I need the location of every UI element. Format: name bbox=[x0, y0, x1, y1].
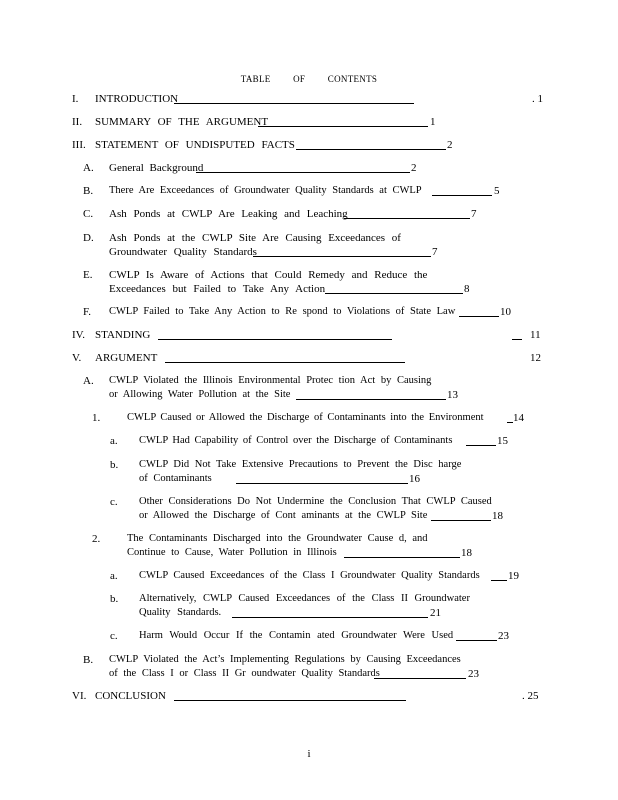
toc-entry-title: Harm Would Occur If the Contamin ated Groundwater Were Used bbox=[139, 630, 454, 641]
toc-entry-title: Ash Ponds at CWLP Are Leaking and Leaching bbox=[109, 208, 348, 220]
toc-entry-title: Alternatively, CWLP Caused Exceedances of the Class II Groundwater Quality Standards. bbox=[139, 593, 470, 618]
toc-page-number: 19 bbox=[508, 570, 519, 582]
toc-entry-title: There Are Exceedances of Groundwater Quality Standards at CWLP bbox=[109, 185, 422, 196]
toc-page-number: 18 bbox=[492, 510, 503, 522]
toc-page-number: 21 bbox=[430, 607, 441, 619]
toc-entry-number: b. bbox=[110, 459, 119, 471]
toc-leader-line bbox=[466, 445, 496, 446]
toc-entry-title: ARGUMENT bbox=[95, 352, 158, 364]
toc-entry-other-considerations bbox=[0, 495, 618, 525]
toc-entry-title: STANDING bbox=[95, 329, 151, 341]
toc-page-number: 18 bbox=[461, 547, 472, 559]
toc-entry-title: CWLP Is Aware of Actions that Could Remedy and Reduce the Exceedances but Failed to Take Any Action bbox=[109, 269, 428, 295]
toc-leader-line bbox=[232, 617, 428, 618]
toc-entry-title: CWLP Failed to Take Any Action to Re spond to Violations of State Law bbox=[109, 306, 456, 317]
toc-entry-title: CWLP Violated the Illinois Environmental Protec tion Act by Causing or Allowing Water Pollution at the Site bbox=[109, 375, 432, 400]
toc-entry-title: Ash Ponds at the CWLP Site Are Causing Exceedances of Groundwater Quality Standards bbox=[109, 232, 401, 258]
toc-leader-line bbox=[165, 362, 405, 363]
toc-page-number: 23 bbox=[468, 668, 479, 680]
toc-page-number: 16 bbox=[409, 473, 420, 485]
toc-entry-number: IV. bbox=[72, 329, 85, 341]
toc-entry-number: B. bbox=[83, 185, 94, 197]
page-footer-number: i bbox=[307, 748, 311, 760]
toc-entry-number: a. bbox=[110, 570, 118, 582]
toc-entry-title: The Contaminants Discharged into the Groundwater Cause d, and Continue to Cause, Water Pollution in Illinois bbox=[127, 533, 428, 558]
toc-leader-line bbox=[158, 339, 392, 340]
toc-leader-line bbox=[253, 256, 431, 257]
toc-page-number: 23 bbox=[498, 630, 509, 642]
toc-entry-title: CONCLUSION bbox=[95, 690, 166, 702]
toc-leader-line bbox=[236, 483, 408, 484]
toc-page-number: 13 bbox=[447, 389, 458, 401]
toc-page-number: 8 bbox=[464, 283, 470, 295]
toc-entry-title: SUMMARY OF THE ARGUMENT bbox=[95, 116, 269, 128]
toc-leader-line bbox=[432, 195, 492, 196]
toc-page-number: 2 bbox=[447, 139, 453, 151]
toc-title-word-2: OF bbox=[293, 74, 306, 84]
toc-entry-number: II. bbox=[72, 116, 83, 128]
toc-entry-ash-ponds-causing bbox=[0, 231, 618, 261]
toc-page-number: 2 bbox=[411, 162, 417, 174]
toc-page-number: 10 bbox=[500, 306, 511, 318]
toc-entry-number: E. bbox=[83, 269, 93, 281]
toc-entry-number: 2. bbox=[92, 533, 101, 545]
toc-page-number: 11 bbox=[530, 329, 541, 341]
toc-title-word-1: TABLE bbox=[240, 74, 271, 84]
toc-entry-number: b. bbox=[110, 593, 119, 605]
toc-entry-violated-act bbox=[0, 374, 618, 404]
toc-entry-title: CWLP Caused Exceedances of the Class I Groundwater Quality Standards bbox=[139, 570, 480, 581]
toc-entry-number: B. bbox=[83, 654, 94, 666]
toc-leader-line bbox=[512, 339, 522, 340]
toc-leader-line bbox=[344, 218, 470, 219]
toc-entry-implementing-regulations bbox=[0, 653, 618, 683]
toc-page-number: 5 bbox=[494, 185, 500, 197]
toc-entry-class-ii-standards bbox=[0, 592, 618, 622]
toc-entry-number: c. bbox=[110, 496, 118, 508]
toc-leader-line bbox=[258, 126, 428, 127]
toc-entry-number: a. bbox=[110, 435, 118, 447]
toc-page-number: 1 bbox=[430, 116, 436, 128]
toc-entry-title: Other Considerations Do Not Undermine the Conclusion That CWLP Caused or Allowed the Discharge of Cont aminants at the CWLP Site bbox=[139, 496, 492, 521]
toc-page-number: . 25 bbox=[522, 690, 539, 702]
toc-leader-line bbox=[374, 678, 466, 679]
toc-entry-number: I. bbox=[72, 93, 79, 105]
toc-entry-title: CWLP Violated the Act’s Implementing Regulations by Causing Exceedances of the Class I or Class II Gr oundwater Quality Standards bbox=[109, 654, 461, 679]
toc-entry-title: General Background bbox=[109, 162, 204, 174]
toc-entry-cwlp-aware bbox=[0, 268, 618, 298]
toc-entry-number: A. bbox=[83, 162, 94, 174]
toc-leader-line bbox=[174, 700, 406, 701]
toc-entry-number: D. bbox=[83, 232, 94, 244]
toc-entry-number: C. bbox=[83, 208, 94, 220]
toc-leader-line bbox=[344, 557, 460, 558]
toc-page-number: 7 bbox=[432, 246, 438, 258]
toc-entry-number: 1. bbox=[92, 412, 101, 424]
toc-entry-precautions bbox=[0, 458, 618, 488]
toc-page-number: 12 bbox=[530, 352, 541, 364]
toc-entry-contaminants-discharged bbox=[0, 532, 618, 562]
toc-entry-title: CWLP Did Not Take Extensive Precautions to Prevent the Disc harge of Contaminants bbox=[139, 459, 462, 484]
toc-page-number: 15 bbox=[497, 435, 508, 447]
toc-leader-line bbox=[459, 316, 499, 317]
toc-leader-line bbox=[456, 640, 497, 641]
toc-leader-line bbox=[296, 399, 446, 400]
toc-entry-number: F. bbox=[83, 306, 91, 318]
toc-leader-line bbox=[431, 520, 491, 521]
toc-page-number: 14 bbox=[513, 412, 524, 424]
toc-leader-line bbox=[174, 103, 414, 104]
toc-entry-number: VI. bbox=[72, 690, 87, 702]
toc-entry-title: INTRODUCTION bbox=[95, 93, 179, 105]
toc-leader-line bbox=[325, 293, 463, 294]
toc-entry-number: V. bbox=[72, 352, 82, 364]
toc-title bbox=[0, 74, 618, 84]
toc-leader-line bbox=[196, 172, 410, 173]
toc-page-number: . 1 bbox=[532, 93, 543, 105]
toc-entry-title: STATEMENT OF UNDISPUTED FACTS bbox=[95, 139, 295, 151]
toc-page-number: 7 bbox=[471, 208, 477, 220]
toc-entry-number: c. bbox=[110, 630, 118, 642]
toc-entry-title: CWLP Had Capability of Control over the Discharge of Contaminants bbox=[139, 435, 453, 446]
toc-entry-number: A. bbox=[83, 375, 94, 387]
toc-leader-line bbox=[491, 580, 507, 581]
toc-title-word-3: CONTENTS bbox=[327, 74, 378, 84]
toc-leader-line bbox=[296, 149, 446, 150]
toc-entry-number: III. bbox=[72, 139, 86, 151]
toc-entry-title: CWLP Caused or Allowed the Discharge of Contaminants into the Environment bbox=[127, 412, 484, 423]
